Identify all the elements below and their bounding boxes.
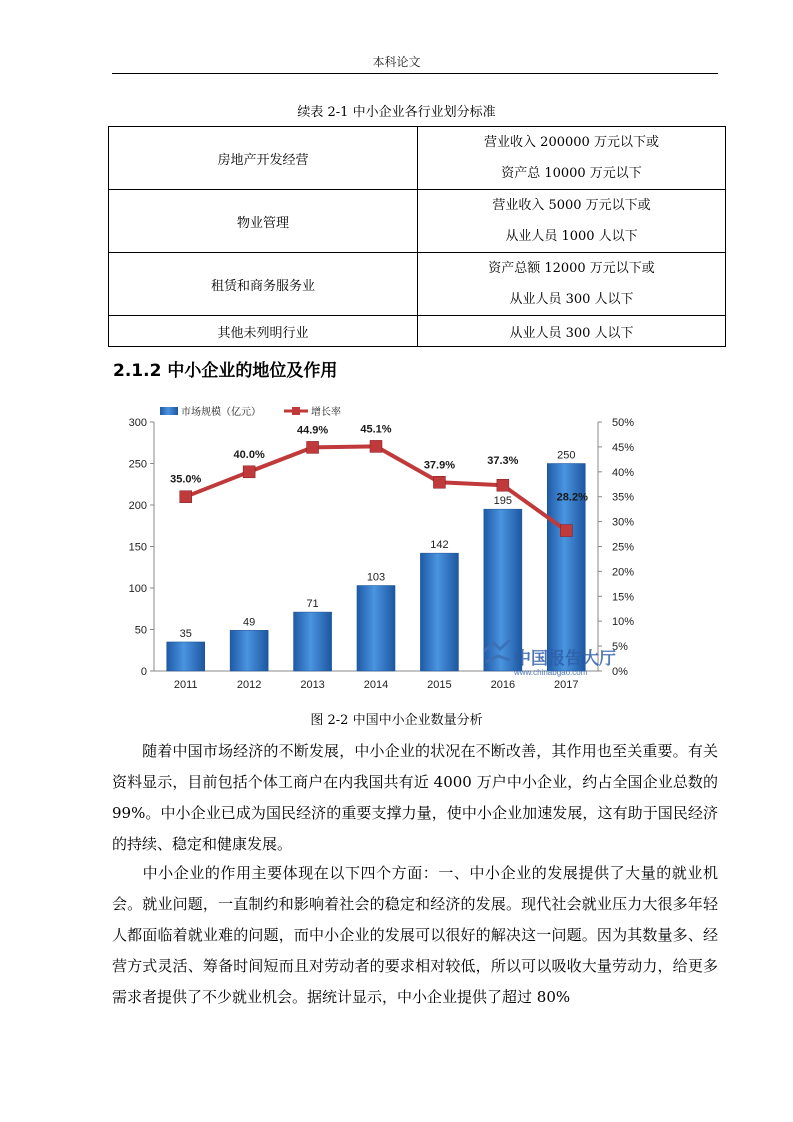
growth-point-2012 bbox=[243, 466, 255, 478]
legend-bar-label: 市场规模（亿元） bbox=[181, 407, 261, 418]
figure-caption: 图 2-2 中国中小企业数量分析 bbox=[310, 713, 483, 728]
x-tick-label: 2015 bbox=[427, 679, 452, 691]
left-tick-label: 50 bbox=[134, 624, 147, 637]
x-tick-label: 2013 bbox=[300, 679, 325, 691]
header-rule bbox=[112, 73, 718, 74]
right-tick-label: 10% bbox=[612, 616, 635, 629]
table-row bbox=[109, 127, 726, 190]
growth-point-2017 bbox=[560, 525, 572, 537]
legend-bar-swatch bbox=[160, 407, 178, 415]
growth-point-2011 bbox=[180, 491, 192, 503]
right-tick-label: 45% bbox=[612, 441, 635, 454]
bar-value-label: 250 bbox=[557, 449, 576, 462]
right-tick-label: 30% bbox=[612, 516, 635, 529]
watermark-text-cn: 中国报告大厅 bbox=[514, 649, 616, 668]
paragraph-text: 中小企业的作用主要体现在以下四个方面：一、中小企业的发展提供了大量的就业机会。就业问题，一直制约和影响着社会的稳定和经济的发展。现代社会就业压力大很多年轻人都面临着就业难的问题，而中小企业的发展可以很好的解决这一问题。因为其数量多、经营方式灵活、筹备时间短而且对劳动者的要求相对较低，所以可以吸收大量劳动力，给更多需求者提供了不少就业机会。据统计显示，中小企业提供了超过 80% bbox=[112, 864, 718, 1006]
x-tick-label: 2012 bbox=[236, 679, 262, 691]
criteria-cell bbox=[418, 316, 726, 347]
legend-line-marker bbox=[292, 407, 300, 415]
bar-value-label: 71 bbox=[306, 598, 319, 611]
right-tick-label: 50% bbox=[612, 417, 635, 429]
right-tick-label: 35% bbox=[612, 491, 635, 504]
bar-value-label: 142 bbox=[430, 539, 449, 552]
industry-standard-table bbox=[108, 126, 726, 347]
bar-2014 bbox=[357, 586, 395, 671]
criteria-line: 营业收入 5000 万元以下或 bbox=[492, 198, 651, 213]
right-tick-label: 15% bbox=[612, 591, 635, 604]
growth-value-label: 28.2% bbox=[556, 491, 588, 504]
industry-cell: 物业管理 bbox=[109, 190, 418, 253]
bar-value-label: 49 bbox=[243, 616, 256, 629]
growth-point-2014 bbox=[370, 440, 382, 452]
bar-value-label: 35 bbox=[179, 627, 192, 640]
watermark-text-en: www.chinabgao.com bbox=[514, 668, 588, 677]
growth-value-label: 40.0% bbox=[233, 448, 265, 461]
criteria-line: 营业收入 200000 万元以下或 bbox=[484, 135, 659, 150]
criteria-line: 资产总 10000 万元以下 bbox=[501, 166, 642, 181]
left-tick-label: 150 bbox=[128, 541, 147, 554]
right-tick-label: 5% bbox=[612, 641, 628, 654]
table-row bbox=[109, 190, 726, 253]
criteria-line: 从业人员 300 人以下 bbox=[509, 292, 634, 307]
industry-cell: 租赁和商务服务业 bbox=[109, 253, 418, 316]
body-paragraph bbox=[112, 858, 718, 1013]
growth-point-2016 bbox=[497, 479, 509, 491]
industry-cell: 房地产开发经营 bbox=[109, 127, 418, 190]
x-tick-label: 2016 bbox=[490, 679, 516, 691]
growth-value-label: 35.0% bbox=[170, 473, 202, 486]
x-tick-label: 2011 bbox=[173, 679, 198, 691]
growth-value-label: 45.1% bbox=[360, 423, 392, 436]
legend-line-label: 增长率 bbox=[311, 407, 341, 418]
growth-point-2013 bbox=[307, 441, 319, 453]
criteria-line: 资产总额 12000 万元以下或 bbox=[488, 261, 655, 276]
right-tick-label: 20% bbox=[612, 566, 635, 579]
paragraph-text: 随着中国市场经济的不断发展，中小企业的状况在不断改善，其作用也至关重要。有关资料显示，目前包括个体工商户在内我国共有近 4000 万户中小企业，约占全国企业总数的 99%。中小企业已成为国民经济的重要支撑力量，使中小企业加速发展，这有助于国民经济的持续、稳定和健康发展。 bbox=[112, 742, 718, 853]
body-paragraph bbox=[112, 736, 718, 860]
bar-value-label: 103 bbox=[366, 571, 386, 584]
criteria-cell bbox=[418, 253, 726, 316]
left-tick-label: 200 bbox=[128, 500, 147, 512]
right-tick-label: 0% bbox=[612, 666, 628, 678]
sme-market-chart bbox=[112, 400, 642, 700]
criteria-line: 从业人员 300 人以下 bbox=[509, 325, 634, 341]
table-row bbox=[109, 316, 726, 347]
left-tick-label: 100 bbox=[128, 583, 147, 595]
growth-value-label: 44.9% bbox=[296, 424, 329, 437]
growth-value-label: 37.3% bbox=[487, 455, 519, 468]
growth-value-label: 37.9% bbox=[423, 459, 456, 472]
left-tick-label: 250 bbox=[128, 458, 147, 471]
bar-value-label: 195 bbox=[493, 495, 513, 508]
bar-2013 bbox=[294, 612, 332, 671]
criteria-cell bbox=[418, 190, 726, 253]
right-tick-label: 25% bbox=[612, 541, 635, 554]
table-caption: 续表 2-1 中小企业各行业划分标准 bbox=[297, 105, 496, 120]
x-tick-label: 2014 bbox=[363, 679, 389, 691]
right-tick-label: 40% bbox=[612, 466, 635, 479]
left-tick-label: 0 bbox=[140, 666, 147, 678]
industry-cell: 其他未列明行业 bbox=[109, 316, 418, 347]
bar-2011 bbox=[167, 642, 205, 671]
left-tick-label: 300 bbox=[128, 417, 147, 429]
table-row bbox=[109, 253, 726, 316]
criteria-cell bbox=[418, 127, 726, 190]
bar-2015 bbox=[420, 553, 458, 671]
criteria-line: 从业人员 1000 人以下 bbox=[505, 229, 638, 244]
section-heading: 2.1.2 中小企业的地位及作用 bbox=[113, 361, 338, 381]
x-tick-label: 2017 bbox=[554, 679, 579, 691]
growth-point-2015 bbox=[433, 476, 445, 488]
running-header: 本科论文 bbox=[372, 55, 421, 69]
bar-2012 bbox=[230, 630, 268, 671]
